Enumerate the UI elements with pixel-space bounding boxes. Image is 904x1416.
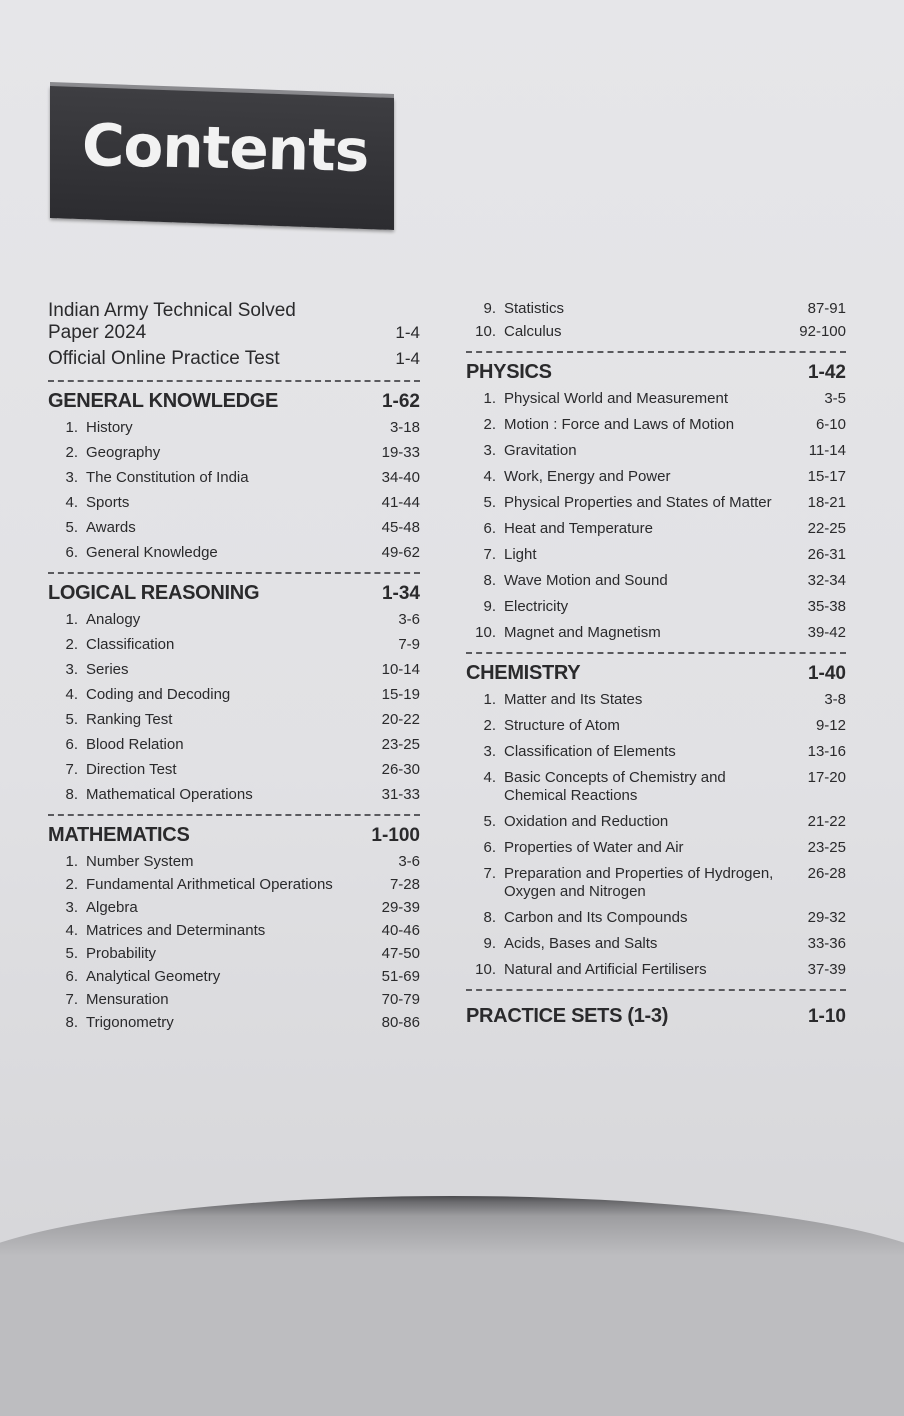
logical-reasoning-list [48, 611, 420, 804]
entry-label: General Knowledge [86, 544, 218, 561]
toc-entry[interactable] [48, 945, 420, 963]
entry-label: Acids, Bases and Salts [504, 935, 658, 952]
entry-number: 1. [65, 419, 78, 436]
entry-number: 6. [65, 544, 78, 561]
toc-entry[interactable] [466, 468, 846, 486]
entry-label: Wave Motion and Sound [504, 572, 668, 589]
entry-pages: 22-25 [807, 520, 846, 537]
entry-pages: 9-12 [815, 717, 846, 734]
entry-pages: 92-100 [799, 323, 846, 340]
entry-number: 10. [475, 961, 496, 978]
entry-number: 2. [65, 636, 78, 653]
toc-entry[interactable] [48, 876, 420, 894]
entry-pages: 3-18 [389, 419, 420, 436]
section-range: 1-62 [381, 391, 420, 412]
toc-entry[interactable] [466, 300, 846, 318]
entry-number: 1. [483, 390, 496, 407]
entry-number: 4. [483, 769, 496, 786]
entry-label: Properties of Water and Air [504, 839, 684, 856]
contents-left-column [48, 300, 420, 1037]
entry-pages: 26-31 [807, 546, 846, 563]
toc-entry[interactable] [466, 813, 846, 831]
entry-label: Heat and Temperature [504, 520, 653, 537]
divider [466, 989, 846, 991]
intro-entry-solved-paper[interactable] [48, 300, 420, 344]
section-range: 1-40 [807, 663, 846, 684]
entry-pages: 23-25 [381, 736, 420, 753]
entry-label: Ranking Test [86, 711, 173, 728]
toc-entry[interactable] [48, 519, 420, 537]
entry-pages: 19-33 [381, 444, 420, 461]
entry-pages: 26-28 [807, 865, 846, 882]
entry-label: Sports [86, 494, 130, 511]
section-heading-physics[interactable] [466, 361, 846, 384]
entry-label: Magnet and Magnetism [504, 624, 661, 641]
section-range: 1-100 [371, 825, 420, 846]
toc-entry[interactable] [48, 711, 420, 729]
toc-entry[interactable] [48, 494, 420, 512]
section-range: 1-34 [381, 583, 420, 604]
entry-number: 3. [483, 442, 496, 459]
entry-label: Number System [86, 853, 194, 870]
entry-number: 6. [65, 736, 78, 753]
entry-pages: 34-40 [381, 469, 420, 486]
contents-right-column [466, 300, 846, 1028]
entry-number: 2. [65, 444, 78, 461]
entry-number: 8. [483, 572, 496, 589]
entry-number: 1. [65, 853, 78, 870]
entry-number: 9. [483, 300, 496, 317]
section-title: PRACTICE SETS (1-3) [466, 1005, 669, 1027]
entry-pages: 3-5 [824, 390, 846, 407]
toc-entry[interactable] [48, 636, 420, 654]
entry-number: 3. [65, 899, 78, 916]
entry-number: 6. [483, 839, 496, 856]
entry-label: Matter and Its States [504, 691, 643, 708]
entry-pages: 39-42 [807, 624, 846, 641]
entry-label: Algebra [86, 899, 138, 916]
toc-entry[interactable] [48, 686, 420, 704]
toc-entry[interactable] [466, 961, 846, 979]
toc-entry[interactable] [48, 786, 420, 804]
entry-label: Awards [86, 519, 136, 536]
entry-number: 3. [483, 743, 496, 760]
toc-entry[interactable] [48, 544, 420, 562]
entry-number: 4. [65, 922, 78, 939]
general-knowledge-list [48, 419, 420, 562]
entry-number: 4. [65, 686, 78, 703]
entry-label: Blood Relation [86, 736, 184, 753]
entry-number: 1. [483, 691, 496, 708]
entry-number: 6. [65, 968, 78, 985]
intro-entry-practice-test[interactable] [48, 348, 420, 370]
entry-label: Fundamental Arithmetical Operations [86, 876, 333, 893]
entry-label: Work, Energy and Power [504, 468, 671, 485]
entry-label: Classification [86, 636, 175, 653]
entry-label: Physical Properties and States of Matter [504, 494, 772, 511]
entry-pages: 87-91 [807, 300, 846, 317]
entry-number: 7. [65, 761, 78, 778]
entry-pages: 51-69 [381, 968, 420, 985]
entry-pages: 40-46 [381, 922, 420, 939]
intro-pages: 1-4 [395, 323, 420, 342]
entry-label: Classification of Elements [504, 743, 676, 760]
toc-entry[interactable] [48, 661, 420, 679]
toc-entry[interactable] [48, 853, 420, 871]
section-heading-mathematics[interactable] [48, 824, 420, 847]
entry-number: 8. [483, 909, 496, 926]
entry-pages: 26-30 [381, 761, 420, 778]
entry-label: Oxidation and Reduction [504, 813, 669, 830]
entry-number: 5. [65, 711, 78, 728]
divider [48, 380, 420, 382]
entry-number: 5. [65, 519, 78, 536]
entry-number: 4. [483, 468, 496, 485]
toc-entry[interactable] [48, 469, 420, 487]
entry-pages: 35-38 [807, 598, 846, 615]
entry-label: Trigonometry [86, 1014, 174, 1031]
toc-entry[interactable] [48, 899, 420, 917]
toc-entry[interactable] [466, 865, 846, 901]
toc-entry[interactable] [48, 1014, 420, 1032]
entry-number: 3. [65, 469, 78, 486]
page-title: Contents [81, 111, 369, 185]
entry-number: 10. [475, 323, 496, 340]
toc-entry[interactable] [466, 935, 846, 953]
toc-entry[interactable] [48, 991, 420, 1009]
section-title: PHYSICS [466, 361, 552, 383]
entry-pages: 15-19 [381, 686, 420, 703]
entry-label: Basic Concepts of Chemistry and Chemical Reactions [504, 769, 726, 804]
entry-pages: 10-14 [381, 661, 420, 678]
entry-pages: 20-22 [381, 711, 420, 728]
divider [48, 572, 420, 574]
toc-entry[interactable] [48, 922, 420, 940]
entry-number: 4. [65, 494, 78, 511]
section-heading-chemistry[interactable] [466, 662, 846, 685]
entry-number: 2. [483, 416, 496, 433]
divider [466, 351, 846, 353]
entry-pages: 15-17 [807, 468, 846, 485]
mathematics-list [48, 853, 420, 1032]
entry-pages: 49-62 [381, 544, 420, 561]
section-range: 1-10 [807, 1006, 846, 1027]
section-range: 1-42 [807, 362, 846, 383]
entry-pages: 47-50 [381, 945, 420, 962]
toc-entry[interactable] [466, 624, 846, 642]
entry-label: Gravitation [504, 442, 577, 459]
toc-entry[interactable] [466, 442, 846, 460]
physics-list [466, 390, 846, 642]
entry-pages: 17-20 [807, 769, 846, 786]
entry-number: 8. [65, 1014, 78, 1031]
section-heading-logical-reasoning[interactable] [48, 582, 420, 605]
divider [466, 652, 846, 654]
entry-pages: 13-16 [807, 743, 846, 760]
section-title: GENERAL KNOWLEDGE [48, 390, 279, 412]
entry-pages: 70-79 [381, 991, 420, 1008]
toc-entry[interactable] [466, 494, 846, 512]
toc-entry[interactable] [466, 520, 846, 538]
chemistry-list [466, 691, 846, 979]
entry-label: Mathematical Operations [86, 786, 253, 803]
entry-label: History [86, 419, 133, 436]
entry-number: 2. [65, 876, 78, 893]
toc-entry[interactable] [466, 743, 846, 761]
entry-label: Physical World and Measurement [504, 390, 728, 407]
section-title: CHEMISTRY [466, 662, 581, 684]
divider [48, 814, 420, 816]
entry-number: 3. [65, 661, 78, 678]
section-title: LOGICAL REASONING [48, 582, 260, 604]
intro-pages: 1-4 [395, 349, 420, 368]
toc-entry[interactable] [466, 769, 846, 805]
entry-pages: 23-25 [807, 839, 846, 856]
entry-label: Direction Test [86, 761, 177, 778]
entry-label: The Constitution of India [86, 469, 249, 486]
section-heading-practice-sets[interactable] [466, 1005, 846, 1028]
entry-number: 9. [483, 935, 496, 952]
entry-label: Analytical Geometry [86, 968, 221, 985]
entry-number: 2. [483, 717, 496, 734]
entry-number: 7. [483, 865, 496, 882]
toc-entry[interactable] [466, 717, 846, 735]
toc-entry[interactable] [48, 419, 420, 437]
entry-pages: 29-32 [807, 909, 846, 926]
intro-label: Official Online Practice Test [48, 348, 280, 369]
entry-label: Structure of Atom [504, 717, 620, 734]
page-curve-shadow [0, 1196, 904, 1416]
entry-label: Calculus [504, 323, 562, 340]
entry-pages: 45-48 [381, 519, 420, 536]
toc-entry[interactable] [48, 444, 420, 462]
entry-pages: 33-36 [807, 935, 846, 952]
toc-entry[interactable] [466, 323, 846, 341]
entry-label: Mensuration [86, 991, 169, 1008]
entry-label: Analogy [86, 611, 141, 628]
entry-pages: 41-44 [381, 494, 420, 511]
entry-label: Electricity [504, 598, 569, 615]
entry-number: 5. [483, 494, 496, 511]
toc-entry[interactable] [466, 546, 846, 564]
entry-label: Probability [86, 945, 157, 962]
entry-number: 5. [65, 945, 78, 962]
entry-pages: 7-9 [398, 636, 420, 653]
toc-entry[interactable] [466, 839, 846, 857]
entry-label: Coding and Decoding [86, 686, 231, 703]
section-title: MATHEMATICS [48, 824, 190, 846]
entry-pages: 37-39 [807, 961, 846, 978]
toc-entry[interactable] [466, 572, 846, 590]
entry-pages: 18-21 [807, 494, 846, 511]
toc-entry[interactable] [466, 691, 846, 709]
entry-number: 9. [483, 598, 496, 615]
entry-pages: 29-39 [381, 899, 420, 916]
toc-entry[interactable] [48, 968, 420, 986]
entry-number: 1. [65, 611, 78, 628]
entry-pages: 6-10 [815, 416, 846, 433]
entry-pages: 80-86 [381, 1014, 420, 1031]
toc-entry[interactable] [466, 416, 846, 434]
toc-entry[interactable] [48, 761, 420, 779]
entry-label: Carbon and Its Compounds [504, 909, 688, 926]
intro-label: Indian Army Technical Solved Paper 2024 [48, 300, 296, 343]
entry-label: Matrices and Determinants [86, 922, 266, 939]
entry-label: Geography [86, 444, 161, 461]
entry-pages: 3-6 [398, 611, 420, 628]
entry-pages: 31-33 [381, 786, 420, 803]
entry-pages: 3-8 [824, 691, 846, 708]
entry-label: Motion : Force and Laws of Motion [504, 416, 735, 433]
section-heading-general-knowledge[interactable] [48, 390, 420, 413]
entry-label: Natural and Artificial Fertilisers [504, 961, 707, 978]
entry-number: 7. [65, 991, 78, 1008]
entry-number: 7. [483, 546, 496, 563]
entry-number: 10. [475, 624, 496, 641]
toc-entry[interactable] [466, 909, 846, 927]
entry-pages: 32-34 [807, 572, 846, 589]
entry-number: 5. [483, 813, 496, 830]
entry-label: Preparation and Properties of Hydrogen, Oxygen and Nitrogen [504, 865, 774, 900]
entry-number: 6. [483, 520, 496, 537]
entry-pages: 7-28 [389, 876, 420, 893]
toc-entry[interactable] [466, 390, 846, 408]
entry-pages: 21-22 [807, 813, 846, 830]
entry-pages: 3-6 [398, 853, 420, 870]
toc-entry[interactable] [48, 736, 420, 754]
entry-label: Series [86, 661, 129, 678]
mathematics-list-continued [466, 300, 846, 341]
entry-number: 8. [65, 786, 78, 803]
toc-entry[interactable] [48, 611, 420, 629]
entry-label: Statistics [504, 300, 565, 317]
entry-label: Light [504, 546, 537, 563]
toc-entry[interactable] [466, 598, 846, 616]
entry-pages: 11-14 [808, 442, 846, 459]
